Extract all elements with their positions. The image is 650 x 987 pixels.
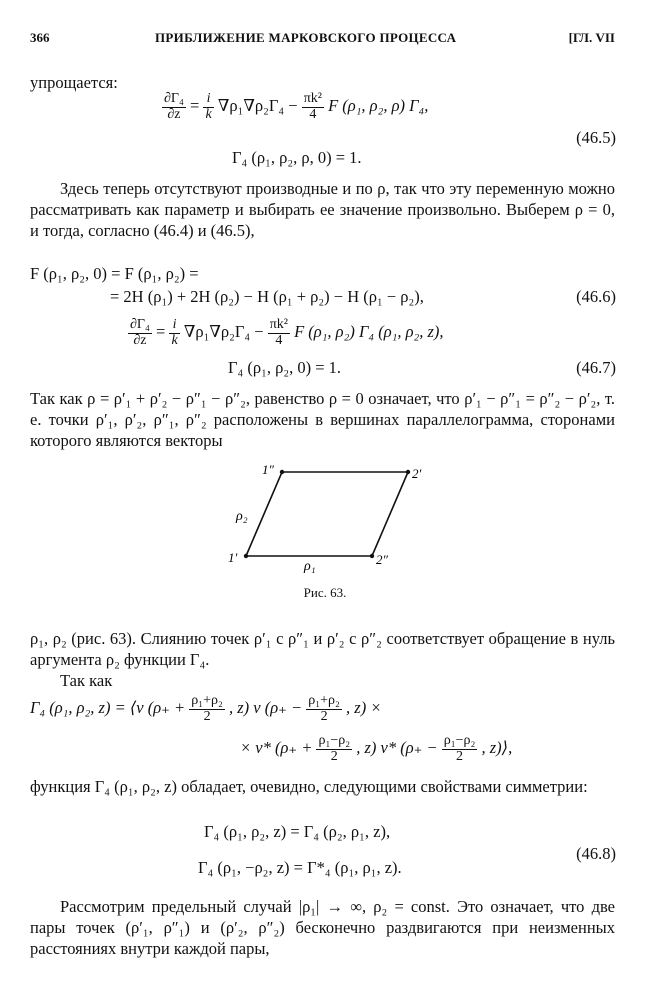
vertex-label: 1″ bbox=[262, 462, 274, 477]
fraction: $\frac{\text{∂Γ₄}}{\partial z}$ bbox=[130, 317, 150, 348]
vertex-point bbox=[370, 554, 374, 558]
gamma-definition-line1: Γ₄ (ρ₁, ρ₂, z) = ⟨v (ρ₊ + $\frac{\text{ρ₁+ρ₂}}{2}$ , z) v (ρ₊ − $\frac{\text{ρ₁+ρ₂}}{2}$ , z) × bbox=[30, 693, 382, 724]
parallelogram-outline bbox=[246, 472, 408, 556]
equation-46-6-line2: = 2H (ρ₁) + 2H (ρ₂) − H (ρ₁ + ρ₂) − H (ρ₁ − ρ₂), bbox=[110, 287, 424, 306]
page-number: 366 bbox=[30, 30, 50, 45]
chapter-label: [ГЛ. VII bbox=[568, 30, 615, 45]
vertex-label: 2″ bbox=[376, 552, 388, 567]
paragraph: Так как bbox=[60, 671, 113, 690]
gamma-definition-line2: × v* (ρ₊ + $\frac{\text{ρ₁−ρ₂}}{2}$ , z) v* (ρ₊ − $\frac{\text{ρ₁−ρ₂}}{2}$ , z)⟩, bbox=[240, 733, 513, 764]
paragraph: ρ₁, ρ₂ (рис. 63). Слиянию точек ρ′₁ с ρ″₁ и ρ′₂ с ρ″₂ соответствует обращение в нуль аргумента ρ₂ функции Γ₄. bbox=[30, 629, 615, 669]
fraction: $\frac{i}{k}$ bbox=[205, 91, 212, 122]
fraction: $\frac{\text{πk²}}{4}$ bbox=[269, 317, 288, 348]
paragraph: Рассмотрим предельный случай |ρ₁| → ∞, ρ₂ = const. Это означает, что две пары точек (ρ′₁, ρ″₁) и (ρ′₂, ρ″₂) бесконечно раздвигаются при неизменных расстояниях внутри каждой пары, bbox=[30, 897, 615, 958]
equation-46-8-line1: Γ₄ (ρ₁, ρ₂, z) = Γ₄ (ρ₂, ρ₁, z), bbox=[204, 822, 391, 841]
parallelogram-figure bbox=[220, 458, 420, 576]
fraction: $\frac{\text{ρ₁+ρ₂}}{2}$ bbox=[191, 693, 223, 724]
equation-46-7-line2: Γ₄ (ρ₁, ρ₂, 0) = 1. bbox=[228, 358, 342, 377]
vertex-point bbox=[244, 554, 248, 558]
paragraph: Так как ρ = ρ′₁ + ρ′₂ − ρ″₁ − ρ″₂, равенство ρ = 0 означает, что ρ′₁ − ρ″₁ = ρ″₂ − ρ′₂, т. е. точки ρ′₁, ρ′₂, ρ″₁, ρ″₂ расположены в вершинах параллелограмма, сторонами которого являются векторы bbox=[30, 389, 615, 450]
equation-46-7-line1: $\frac{\text{∂Γ₄}}{\partial z}$ = $\frac{i}{k}$ ∇ρ₁∇ρ₂Γ₄ − $\frac{\text{πk²}}{4}$ F (ρ₁, ρ₂) Γ₄ (ρ₁, ρ₂, z), bbox=[130, 317, 444, 348]
fraction: $\frac{i}{k}$ bbox=[171, 317, 178, 348]
equation-46-8-line2: Γ₄ (ρ₁, −ρ₂, z) = Γ*₄ (ρ₁, ρ₁, z). bbox=[198, 858, 402, 877]
equation-number: (46.7) bbox=[576, 358, 616, 377]
vertex-label: 1′ bbox=[228, 550, 238, 565]
paragraph: Здесь теперь отсутствуют производные и по ρ, так что эту переменную можно рассматривать как параметр и выбирать ее значение произвольно. Выберем ρ = 0, и тогда, согласно (46.4) и (46.5), bbox=[30, 179, 615, 240]
vertex-label: 2′ bbox=[412, 466, 422, 481]
vertex-point bbox=[280, 470, 284, 474]
equation-number: (46.8) bbox=[576, 844, 616, 863]
equation-46-6-line1: F (ρ₁, ρ₂, 0) = F (ρ₁, ρ₂) = bbox=[30, 264, 199, 283]
equation-46-5-line1: $\frac{\text{∂Γ₄}}{\partial z}$ = $\frac{i}{k}$ ∇ρ₁∇ρ₂Γ₄ − $\frac{\text{πk²}}{4}$ F (ρ₁, ρ₂, ρ) Γ₄, bbox=[164, 91, 429, 122]
running-title: ПРИБЛИЖЕНИЕ МАРКОВСКОГО ПРОЦЕССА bbox=[155, 30, 457, 45]
fraction: $\frac{\text{∂Γ₄}}{\partial z}$ bbox=[164, 91, 184, 122]
equation-number: (46.5) bbox=[576, 128, 616, 147]
page-header bbox=[30, 30, 615, 54]
fraction: $\frac{\text{ρ₁−ρ₂}}{2}$ bbox=[318, 733, 351, 764]
intro-text: упрощается: bbox=[30, 73, 118, 92]
side-label: ρ₁ bbox=[304, 559, 316, 574]
vertex-point bbox=[406, 470, 410, 474]
equation-number: (46.6) bbox=[576, 287, 616, 306]
fraction: $\frac{\text{ρ₁+ρ₂}}{2}$ bbox=[308, 693, 340, 724]
paragraph: функция Γ₄ (ρ₁, ρ₂, z) обладает, очевидно, следующими свойствами симметрии: bbox=[30, 777, 588, 796]
side-label: ρ₂ bbox=[236, 509, 248, 524]
equation-46-5-line2: Γ₄ (ρ₁, ρ₂, ρ, 0) = 1. bbox=[232, 148, 362, 167]
figure-caption: Рис. 63. bbox=[303, 585, 347, 600]
fraction: $\frac{\text{πk²}}{4}$ bbox=[303, 91, 322, 122]
fraction: $\frac{\text{ρ₁−ρ₂}}{2}$ bbox=[443, 733, 476, 764]
